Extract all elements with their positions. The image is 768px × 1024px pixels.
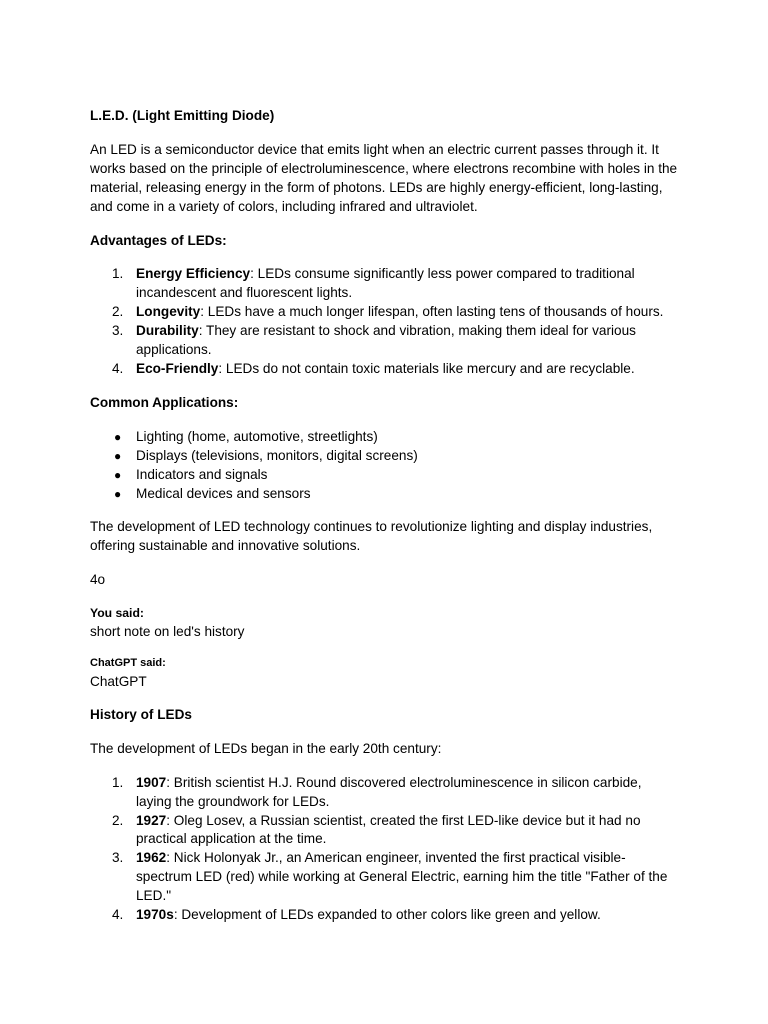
item-text: : Development of LEDs expanded to other colors like green and yellow. xyxy=(173,907,601,923)
list-number: 1. xyxy=(112,774,124,790)
item-term: Energy Efficiency xyxy=(136,266,251,282)
item-text: : LEDs consume significantly less power compared to traditional incandescent and fluorescent lights. xyxy=(136,266,635,301)
list-item xyxy=(90,428,680,447)
item-term: 1962 xyxy=(136,850,167,866)
bullet-icon: ● xyxy=(114,448,122,463)
item-text: : Nick Holonyak Jr., an American engineer, invented the first practical visible-spectrum LED (red) while working at General Electric, earning him the title "Father of the LED." xyxy=(136,850,668,904)
advantages-heading: Advantages of LEDs: xyxy=(90,232,227,248)
user-label: You said: xyxy=(90,606,144,621)
history-list xyxy=(90,774,680,925)
item-text: Medical devices and sensors xyxy=(136,485,311,501)
list-item xyxy=(90,906,680,925)
bullet-icon: ● xyxy=(114,486,122,501)
applications-list xyxy=(90,428,680,504)
list-item xyxy=(90,265,680,303)
user-message: short note on led's history xyxy=(90,624,245,640)
list-number: 1. xyxy=(112,266,124,282)
list-item xyxy=(90,466,680,485)
document-page xyxy=(90,107,680,940)
list-number: 3. xyxy=(112,850,124,866)
list-item xyxy=(90,303,680,322)
model-tag: 4o xyxy=(90,572,106,588)
item-text: : British scientist H.J. Round discovered electroluminescence in silicon carbide, laying the groundwork for LEDs. xyxy=(136,774,642,809)
list-item xyxy=(90,485,680,504)
item-text: : LEDs have a much longer lifespan, often lasting tens of thousands of hours. xyxy=(200,304,664,320)
item-text: : LEDs do not contain toxic materials like mercury and are recyclable. xyxy=(218,360,635,376)
advantages-list xyxy=(90,265,680,378)
list-number: 4. xyxy=(112,360,124,376)
item-text: Lighting (home, automotive, streetlights) xyxy=(136,428,378,444)
list-item xyxy=(90,447,680,466)
doc-title: L.E.D. (Light Emitting Diode) xyxy=(90,108,275,123)
item-term: Longevity xyxy=(136,304,201,320)
item-text: Displays (televisions, monitors, digital screens) xyxy=(136,447,418,463)
list-item xyxy=(90,322,680,360)
bullet-icon: ● xyxy=(114,429,122,444)
item-text: : Oleg Losev, a Russian scientist, created the first LED-like device but it had no practical application at the time. xyxy=(136,812,641,847)
list-number: 2. xyxy=(112,812,124,828)
list-number: 2. xyxy=(112,304,124,320)
bullet-icon: ● xyxy=(114,467,122,482)
history-heading: History of LEDs xyxy=(90,706,192,722)
item-term: 1927 xyxy=(136,812,167,828)
item-term: Durability xyxy=(136,323,199,339)
item-term: 1907 xyxy=(136,774,167,790)
applications-heading: Common Applications: xyxy=(90,394,239,410)
item-term: Eco-Friendly xyxy=(136,360,219,376)
list-number: 4. xyxy=(112,907,124,923)
assistant-label: ChatGPT said: xyxy=(90,657,166,670)
item-text: Indicators and signals xyxy=(136,466,268,482)
list-item xyxy=(90,360,680,379)
item-text: : They are resistant to shock and vibration, making them ideal for various applications. xyxy=(136,323,636,358)
history-intro: The development of LEDs began in the early 20th century: xyxy=(90,740,442,756)
list-item xyxy=(90,774,680,812)
list-item xyxy=(90,849,680,906)
closing-paragraph: The development of LED technology continues to revolutionize lighting and display industries, offering sustainable and innovative solutions. xyxy=(90,519,653,554)
intro-paragraph: An LED is a semiconductor device that emits light when an electric current passes through it. It works based on the principle of electroluminescence, where electrons recombine with holes in the material, releasing energy in the form of photons. LEDs are highly energy-efficient, long-lasting, and come in a variety of colors, including infrared and ultraviolet. xyxy=(90,141,678,214)
list-item xyxy=(90,812,680,850)
assistant-name: ChatGPT xyxy=(90,674,147,690)
item-term: 1970s xyxy=(136,907,174,923)
list-number: 3. xyxy=(112,323,124,339)
